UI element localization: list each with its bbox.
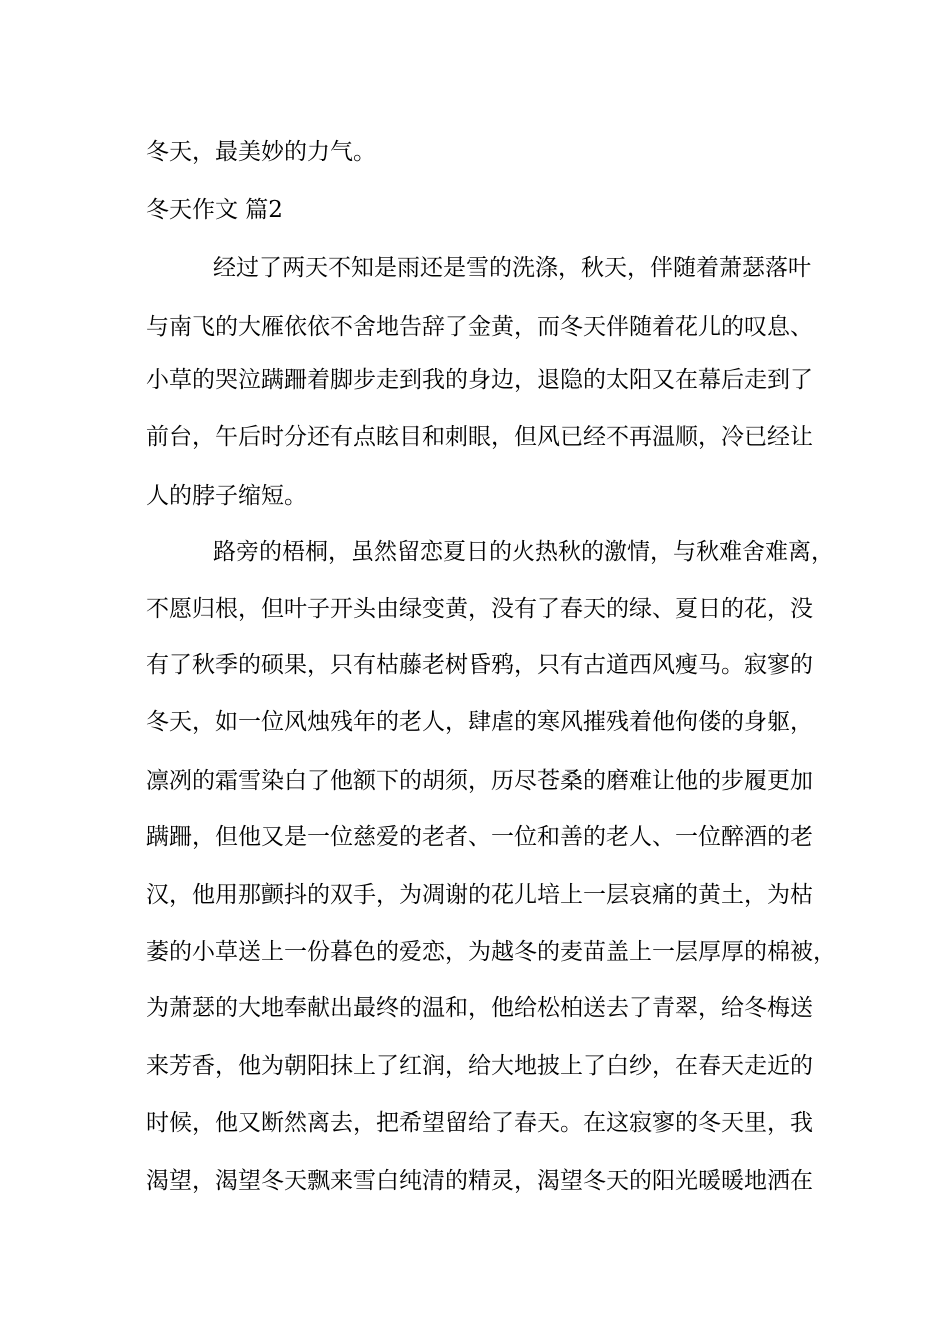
paragraph-2-line: 蹒跚，但他又是一位慈爱的老者、一位和善的老人、一位醉酒的老	[146, 824, 813, 850]
closing-line: 冬天，最美妙的力气。	[146, 139, 376, 165]
paragraph-2-line: 路旁的梧桐，虽然留恋夏日的火热秋的激情，与秋难舍难离，	[213, 539, 834, 565]
paragraph-2-line: 来芳香，他为朝阳抹上了红润，给大地披上了白纱，在春天走近的	[146, 1053, 813, 1079]
paragraph-2-line: 渴望，渴望冬天飘来雪白纯清的精灵，渴望冬天的阳光暖暖地洒在	[146, 1168, 813, 1194]
paragraph-2-line: 凛冽的霜雪染白了他额下的胡须，历尽苍桑的磨难让他的步履更加	[146, 768, 813, 794]
paragraph-1-line: 前台，午后时分还有点眩目和刺眼，但风已经不再温顺，冷已经让	[146, 424, 813, 450]
essay-heading: 冬天作文 篇2	[146, 197, 283, 223]
paragraph-2-line: 不愿归根，但叶子开头由绿变黄，没有了春天的绿、夏日的花，没	[146, 596, 813, 622]
paragraph-2-line: 汉，他用那颤抖的双手，为凋谢的花儿培上一层哀痛的黄土，为枯	[146, 882, 813, 908]
paragraph-2-line: 冬天，如一位风烛残年的老人，肆虐的寒风摧残着他佝偻的身躯，	[146, 709, 813, 735]
paragraph-1-line: 人的脖子缩短。	[146, 483, 307, 509]
paragraph-2-line: 为萧瑟的大地奉献出最终的温和，他给松柏送去了青翠，给冬梅送	[146, 995, 813, 1021]
paragraph-2-line: 萎的小草送上一份暮色的爱恋，为越冬的麦苗盖上一层厚厚的棉被，	[146, 939, 836, 965]
paragraph-2-line: 有了秋季的硕果，只有枯藤老树昏鸦，只有古道西风瘦马。寂寥的	[146, 652, 813, 678]
paragraph-1-line: 小草的哭泣蹒跚着脚步走到我的身边，退隐的太阳又在幕后走到了	[146, 367, 813, 393]
paragraph-2-line: 时候，他又断然离去，把希望留给了春天。在这寂寥的冬天里，我	[146, 1110, 813, 1136]
paragraph-1-line: 经过了两天不知是雨还是雪的洗涤，秋天，伴随着萧瑟落叶	[213, 255, 811, 281]
paragraph-1-line: 与南飞的大雁依依不舍地告辞了金黄，而冬天伴随着花儿的叹息、	[146, 314, 813, 340]
